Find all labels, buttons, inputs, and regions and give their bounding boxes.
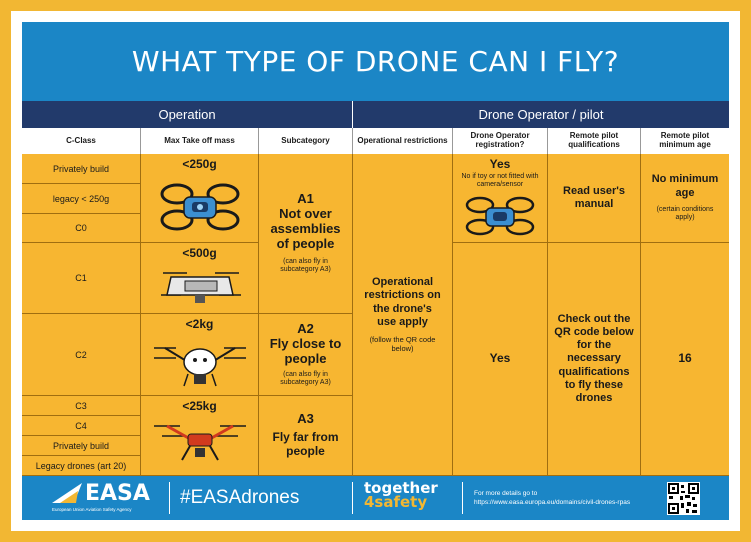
registration-cell-bottom bbox=[453, 243, 548, 476]
subcategory-description: Not over assemblies of people bbox=[270, 206, 341, 252]
easa-logo bbox=[52, 481, 162, 515]
registration-answer: Yes bbox=[489, 351, 511, 366]
toy-drone-icon bbox=[159, 180, 241, 238]
camera-drone-icon bbox=[152, 334, 248, 392]
easa-wordmark: EASA bbox=[85, 481, 150, 506]
subcategory-code: A1 bbox=[297, 191, 314, 207]
subcategory-description: Fly close to people bbox=[269, 335, 342, 366]
slogan-line-1: together bbox=[364, 479, 438, 497]
qualifications-text: Check out the QR code below for the necessary qualifications to fly these drones bbox=[554, 312, 634, 404]
footer-divider bbox=[169, 482, 170, 514]
mass-label: <25kg bbox=[182, 399, 217, 413]
subcategory-code: A3 bbox=[297, 411, 314, 427]
min-age-cell-top bbox=[641, 154, 729, 243]
restrictions-note: (follow the QR code below) bbox=[369, 334, 436, 353]
section-operator-pilot: Drone Operator / pilot bbox=[478, 107, 604, 122]
restrictions-text: Operational restrictions on the drone's use apply bbox=[364, 276, 441, 328]
cclass-cell: C3 bbox=[22, 396, 141, 416]
footer-details bbox=[474, 490, 630, 508]
mass-cell-2kg bbox=[141, 314, 259, 396]
column-header-min-age: Remote pilot minimum age bbox=[659, 131, 711, 149]
column-header-mtom: Max Take off mass bbox=[141, 128, 259, 154]
mass-label: <250g bbox=[182, 157, 217, 171]
column-header-qualifications: Remote pilot qualifications bbox=[548, 128, 641, 154]
mass-cell-500g bbox=[141, 243, 259, 314]
cclass-cell: Privately build bbox=[22, 436, 141, 456]
registration-cell-top bbox=[453, 154, 548, 243]
cclass-cell: C0 bbox=[22, 214, 141, 243]
slogan-line-2: 4safety bbox=[364, 493, 428, 512]
cclass-cell: Legacy drones (art 20) bbox=[22, 456, 141, 476]
qualifications-text: Read user's manual bbox=[563, 184, 625, 210]
min-age-cell-bottom bbox=[641, 243, 729, 476]
section-header-row bbox=[22, 101, 729, 128]
cclass-cell: legacy < 250g bbox=[22, 184, 141, 214]
cclass-cell: C2 bbox=[22, 314, 141, 396]
poster-header bbox=[22, 22, 729, 101]
poster-footer bbox=[22, 476, 729, 520]
folding-drone-icon bbox=[157, 265, 243, 307]
cclass-cell: C1 bbox=[22, 243, 141, 314]
qualifications-cell-bottom bbox=[548, 243, 641, 476]
easa-wing-icon bbox=[52, 483, 82, 505]
subcategory-note: (can also fly in subcategory A3) bbox=[280, 370, 331, 386]
column-header-restrictions: Operational restrictions bbox=[353, 128, 453, 154]
page-title: WHAT TYPE OF DRONE CAN I FLY? bbox=[131, 45, 620, 78]
footer-divider bbox=[462, 482, 463, 514]
mass-label: <500g bbox=[182, 246, 217, 260]
min-age-text: No minimum age bbox=[651, 173, 719, 199]
slogan bbox=[364, 481, 438, 510]
subcategory-code: A2 bbox=[297, 320, 314, 336]
toy-drone-icon bbox=[465, 194, 535, 240]
column-header-cclass: C-Class bbox=[22, 128, 141, 154]
cclass-cell: Privately build bbox=[22, 154, 141, 184]
registration-note: No if toy or not fitted with camera/sensor bbox=[461, 172, 539, 189]
min-age-text: 16 bbox=[678, 351, 692, 366]
restrictions-cell bbox=[353, 154, 453, 476]
footer-hashtag: #EASAdrones bbox=[180, 487, 300, 508]
footer-divider bbox=[352, 482, 353, 514]
cclass-cell: C4 bbox=[22, 416, 141, 436]
subcategory-a3 bbox=[259, 396, 353, 476]
details-text: For more details go to bbox=[474, 490, 538, 497]
column-header-registration: Drone Operator registration? bbox=[453, 128, 548, 154]
subcategory-a2 bbox=[259, 314, 353, 396]
drone-category-table bbox=[22, 101, 729, 476]
subcategory-note: (can also fly in subcategory A3) bbox=[280, 257, 331, 274]
mass-cell-25kg bbox=[141, 396, 259, 476]
column-header-row bbox=[22, 128, 729, 154]
heavy-drone-icon bbox=[152, 416, 248, 468]
min-age-note: (certain conditions apply) bbox=[656, 205, 714, 222]
subcategory-a1 bbox=[259, 154, 353, 314]
column-header-subcategory: Subcategory bbox=[259, 128, 353, 154]
subcategory-description: Fly far from people bbox=[272, 430, 339, 458]
registration-answer: Yes bbox=[489, 157, 511, 171]
qualifications-cell-top bbox=[548, 154, 641, 243]
section-operation: Operation bbox=[22, 101, 353, 128]
qr-code-icon[interactable] bbox=[667, 482, 700, 515]
details-url[interactable]: https://www.easa.europa.eu/domains/civil-drones-rpas bbox=[474, 498, 631, 506]
mass-cell-250g bbox=[141, 154, 259, 243]
easa-full-name: European Union Aviation Safety Agency bbox=[52, 507, 132, 512]
mass-label: <2kg bbox=[185, 317, 214, 331]
